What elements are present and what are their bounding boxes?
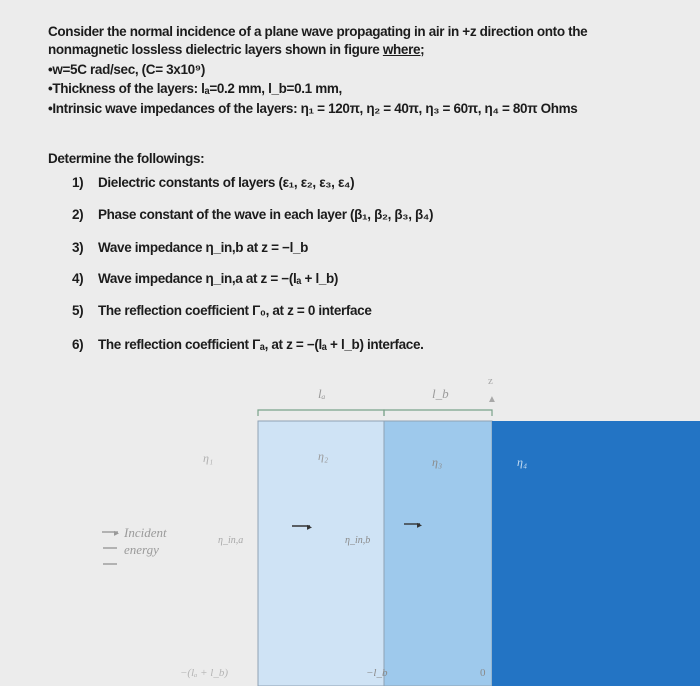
question-text: Wave impedance η_in,b at z = −l_b (98, 240, 309, 255)
intro-line-2-text: nonmagnetic lossless dielectric layers shown in figure (48, 42, 383, 57)
arrow-right-icon: ▸ (417, 520, 423, 531)
question-number: 2) (72, 207, 84, 222)
label-incident-2: energy (124, 542, 159, 557)
bullet-omega: •w=5C rad/sec, (C= 3x10⁹) (48, 62, 205, 77)
label-bottom-mid: −l_b (366, 667, 388, 679)
label-eta-in-b: η_in,b (345, 535, 371, 546)
label-bottom-right: 0 (480, 667, 486, 679)
label-eta3: η₃ (432, 455, 443, 469)
label-lb: l_b (432, 386, 449, 401)
label-la: lₐ (318, 386, 326, 401)
arrow-right-icon: ▸ (307, 522, 313, 533)
question-number: 6) (72, 337, 84, 352)
bracket-lb (384, 410, 492, 416)
intro-line-1: Consider the normal incidence of a plane wave propagating in air in +z direction onto the (48, 24, 588, 39)
question-number: 4) (72, 271, 84, 286)
question-text: Phase constant of the wave in each layer (β₁, β₂, β₃, β₄) (98, 207, 434, 222)
label-z: z (488, 375, 493, 387)
question-number: 5) (72, 303, 84, 318)
bracket-la (258, 410, 384, 416)
intro-where: where; (382, 42, 425, 57)
label-eta-in-a: η_in,a (218, 535, 244, 546)
question-text: The reflection coefficient Γₐ, at z = −(lₐ + l_b) interface. (98, 337, 424, 352)
incident-arrow-icon: ▸ (114, 528, 120, 539)
determine-heading: Determine the followings: (48, 151, 205, 166)
z-arrow-icon: ▲ (487, 394, 497, 405)
bullet-impedance: •Intrinsic wave impedances of the layers: η₁ = 120π, η₂ = 40π, η₃ = 60π, η₄ = 80π Ohms (48, 101, 578, 116)
label-incident-1: Incident (124, 525, 167, 540)
label-bottom-left: −(lₐ + l_b) (180, 667, 229, 679)
question-number: 1) (72, 175, 84, 190)
question-text: Wave impedance η_in,a at z = −(lₐ + l_b) (98, 271, 339, 286)
bullet-thickness: •Thickness of the layers: lₐ=0.2 mm, l_b=0.1 mm, (48, 81, 342, 96)
question-text: The reflection coefficient Γ₀, at z = 0 interface (98, 303, 372, 318)
label-eta1: η₁ (203, 451, 214, 465)
question-text: Dielectric constants of layers (ε₁, ε₂, ε₃, ε₄) (98, 175, 355, 190)
label-eta4: η₄ (517, 455, 528, 469)
label-eta2: η₂ (318, 449, 329, 463)
question-number: 3) (72, 240, 84, 255)
